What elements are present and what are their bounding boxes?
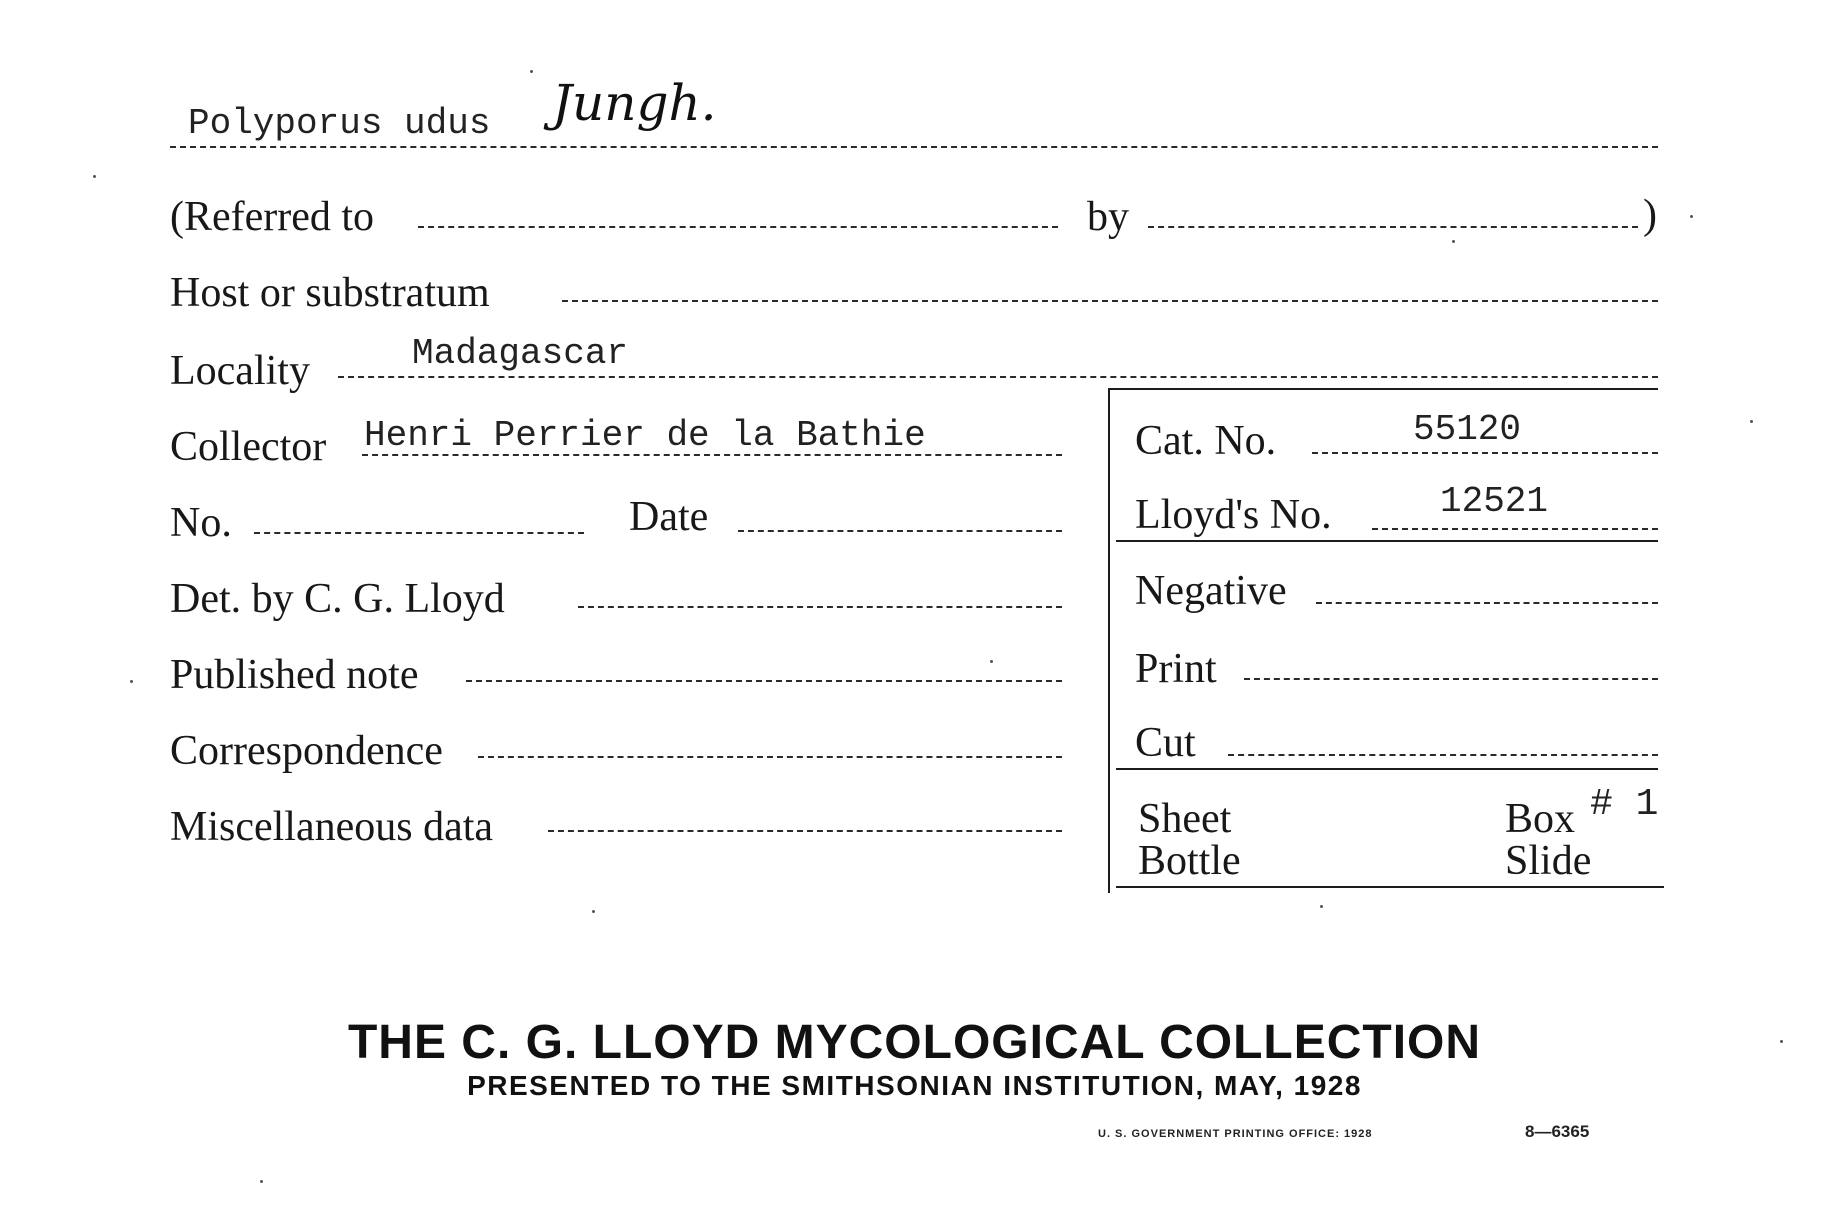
speck xyxy=(1452,240,1455,243)
date-label: Date xyxy=(629,494,709,540)
referred-close-paren: ) xyxy=(1643,192,1657,238)
species-name: Polyporus udus xyxy=(188,103,491,144)
cut-line xyxy=(1228,754,1658,756)
side-box-left-rule xyxy=(1108,388,1110,893)
locality-line xyxy=(338,376,1658,378)
locality-value: Madagascar xyxy=(412,333,629,374)
sheet-label: Sheet xyxy=(1138,796,1232,842)
date-line xyxy=(738,530,1062,532)
collector-value: Henri Perrier de la Bathie xyxy=(364,415,926,456)
published-note-line xyxy=(466,680,1062,682)
number-line xyxy=(254,532,584,534)
speck xyxy=(592,910,595,913)
cat-no-line xyxy=(1312,452,1658,454)
det-by-line xyxy=(578,606,1062,608)
collector-label: Collector xyxy=(170,424,327,470)
misc-label: Miscellaneous data xyxy=(170,804,494,850)
species-line xyxy=(170,146,1658,148)
box-value: # 1 xyxy=(1590,783,1659,826)
cut-label: Cut xyxy=(1135,720,1196,766)
cat-no-label: Cat. No. xyxy=(1135,418,1277,464)
print-line xyxy=(1244,678,1658,680)
bottle-label: Bottle xyxy=(1138,838,1241,884)
species-author-handwritten: Jungh. xyxy=(552,74,717,132)
referred-to-label: (Referred to xyxy=(170,194,375,240)
speck xyxy=(1320,905,1323,908)
misc-line xyxy=(548,830,1062,832)
published-note-label: Published note xyxy=(170,652,419,698)
correspondence-line xyxy=(478,756,1062,758)
locality-label: Locality xyxy=(170,348,310,394)
correspondence-label: Correspondence xyxy=(170,728,443,774)
speck xyxy=(260,1180,263,1183)
side-box-bottom-rule xyxy=(1116,886,1664,888)
referred-to-line xyxy=(418,226,1058,228)
speck xyxy=(1690,215,1693,218)
speck xyxy=(990,660,993,663)
box-label: Box xyxy=(1505,796,1576,842)
negative-label: Negative xyxy=(1135,568,1287,614)
slide-label: Slide xyxy=(1505,838,1592,884)
referred-by-label: by xyxy=(1087,194,1129,240)
speck xyxy=(93,175,96,178)
collection-subtitle: PRESENTED TO THE SMITHSONIAN INSTITUTION, MAY, 1928 xyxy=(467,1070,1362,1101)
negative-line xyxy=(1316,602,1658,604)
side-box-rule-1 xyxy=(1116,540,1658,542)
referred-by-line xyxy=(1148,226,1638,228)
det-by-label: Det. by C. G. Lloyd xyxy=(170,576,505,622)
lloyds-no-value: 12521 xyxy=(1440,481,1549,522)
print-label: Print xyxy=(1135,646,1217,692)
side-box-top-rule xyxy=(1110,388,1658,390)
speck xyxy=(1750,420,1753,423)
lloyds-no-line xyxy=(1372,528,1658,530)
printer-imprint: U. S. GOVERNMENT PRINTING OFFICE: 1928 xyxy=(1098,1128,1373,1140)
speck xyxy=(530,70,533,73)
speck xyxy=(130,680,133,683)
host-label: Host or substratum xyxy=(170,270,490,316)
cat-no-value: 55120 xyxy=(1413,409,1522,450)
host-line xyxy=(562,300,1658,302)
lloyds-no-label: Lloyd's No. xyxy=(1135,492,1332,538)
side-box-rule-2 xyxy=(1116,768,1658,770)
collection-title: THE C. G. LLOYD MYCOLOGICAL COLLECTION xyxy=(347,1016,1482,1069)
collector-line xyxy=(362,454,1062,456)
number-label: No. xyxy=(170,500,232,546)
form-number: 8—6365 xyxy=(1525,1122,1590,1141)
